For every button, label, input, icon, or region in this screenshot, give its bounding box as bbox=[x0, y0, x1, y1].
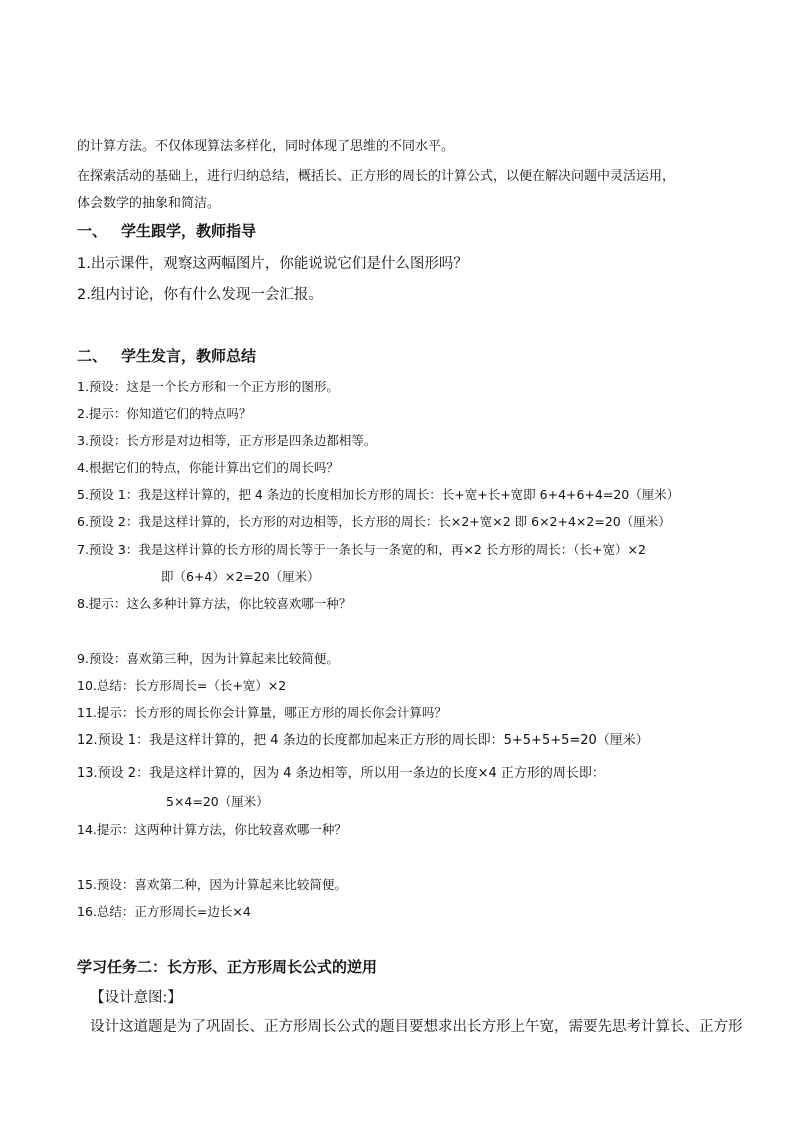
task-2-heading: 学习任务二：长方形、正方形周长公式的逆用 bbox=[77, 958, 378, 976]
intro-line-1: 的计算方法。不仅体现算法多样化，同时体现了思维的不同水平。 bbox=[77, 139, 455, 154]
section-2-item-15: 15.预设：喜欢第二种，因为计算起来比较简便。 bbox=[77, 877, 347, 892]
section-2-title: 学生发言，教师总结 bbox=[121, 347, 257, 365]
intro-line-2: 在探索活动的基础上，进行归纳总结，概括长、正方形的周长的计算公式，以便在解决问题中灵活运用， bbox=[77, 169, 676, 184]
section-1-item-1: 1.出示课件，观察这两幅图片，你能说说它们是什么图形吗？ bbox=[77, 256, 468, 272]
section-2-item-9: 9.预设：喜欢第三种，因为计算起来比较简便。 bbox=[77, 651, 339, 666]
section-1-item-2: 2.组内讨论，你有什么发现一会汇报。 bbox=[77, 287, 323, 303]
section-2-item-10: 10.总结：长方形周长=（长+宽）×2 bbox=[77, 678, 287, 693]
section-2-item-6: 6.预设 2：我是这样计算的，长方形的对边相等，长方形的周长：长×2+宽×2 即 6×2+4×2=20（厘米） bbox=[77, 514, 671, 529]
section-2-item-1: 1.预设：这是一个长方形和一个正方形的图形。 bbox=[77, 379, 339, 394]
section-2-item-11: 11.提示：长方形的周长你会计算量，哪正方形的周长你会计算吗？ bbox=[77, 705, 447, 720]
section-2-item-14: 14.提示：这两种计算方法，你比较喜欢哪一种？ bbox=[77, 822, 347, 837]
design-intent-label: 【设计意图:】 bbox=[90, 990, 182, 1006]
section-2-item-13-continuation: 5×4=20（厘米） bbox=[166, 794, 269, 809]
section-2-item-2: 2.提示：你知道它们的特点吗？ bbox=[77, 406, 252, 421]
design-intent-text: 设计这道题是为了巩固长、正方形周长公式的题目要想求出长方形上午宽，需要先思考计算长、正方形 bbox=[90, 1019, 743, 1035]
section-2-item-8: 8.提示：这么多种计算方法，你比较喜欢哪一种？ bbox=[77, 596, 352, 611]
section-2-item-7: 7.预设 3：我是这样计算的长方形的周长等于一条长与一条宽的和，再×2 长方形的周长：（长+宽）×2 bbox=[77, 542, 646, 557]
section-2-item-13: 13.预设 2：我是这样计算的，因为 4 条边相等，所以用一条边的长度×4 正方形的周长即： bbox=[77, 766, 605, 781]
section-1-title: 学生跟学，教师指导 bbox=[121, 222, 257, 240]
section-2-item-3: 3.预设：长方形是对边相等，正方形是四条边都相等。 bbox=[77, 433, 377, 448]
section-2-item-16: 16.总结：正方形周长=边长×4 bbox=[77, 904, 251, 919]
section-2-heading bbox=[77, 347, 256, 365]
section-2-item-5: 5.预设 1：我是这样计算的，把 4 条边的长度相加长方形的周长：长+宽+长+宽即 6+4+6+4=20（厘米） bbox=[77, 487, 680, 502]
section-2-item-4: 4.根据它们的特点，你能计算出它们的周长吗？ bbox=[77, 460, 339, 475]
section-2-item-12: 12.预设 1：我是这样计算的，把 4 条边的长度都加起来正方形的周长即：5+5+5+5=20（厘米） bbox=[77, 733, 649, 748]
section-2-number: 二、 bbox=[77, 347, 108, 365]
section-1-number: 一、 bbox=[77, 222, 108, 240]
section-2-item-7-continuation: 即（6+4）×2=20（厘米） bbox=[161, 569, 320, 584]
section-1-heading bbox=[77, 222, 256, 240]
intro-line-3: 体会数学的抽象和简洁。 bbox=[77, 196, 221, 211]
